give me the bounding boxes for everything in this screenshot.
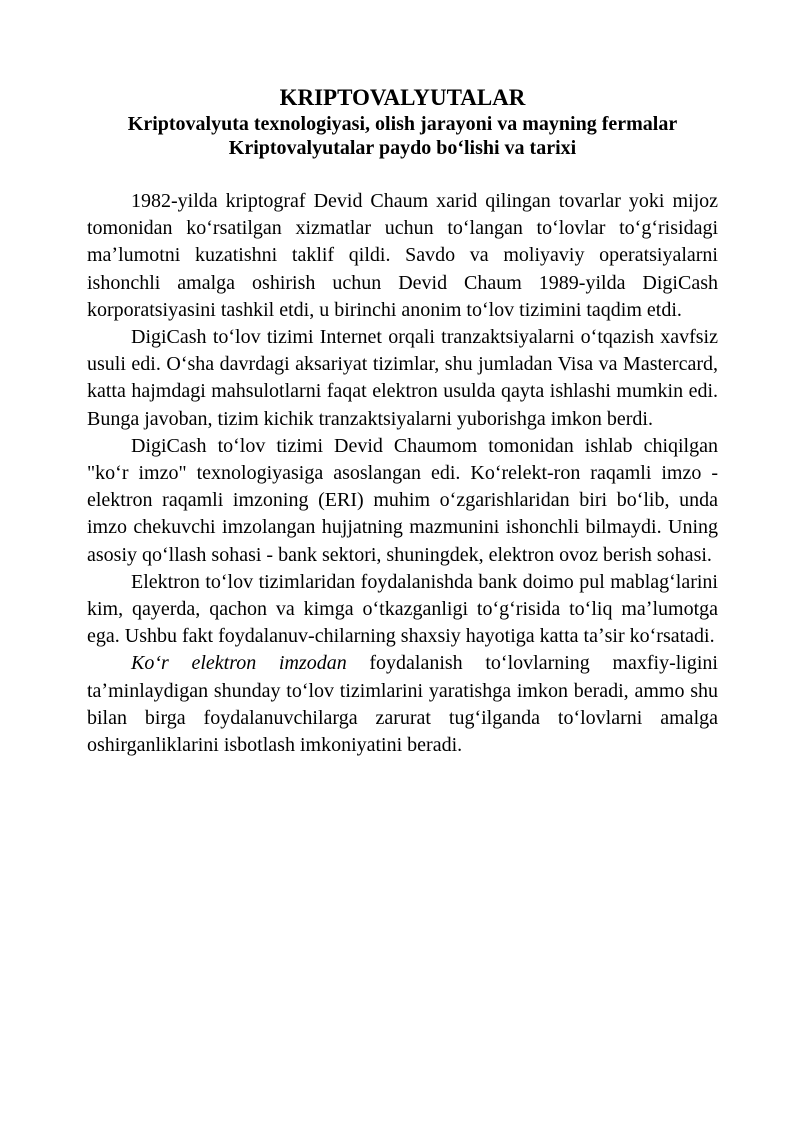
paragraph-5-italic-lead: Koʻr elektron imzodan bbox=[131, 652, 347, 675]
paragraph-4: Elektron toʻlov tizimlaridan foydalanishda bank doimo pul mablagʻlarini kim, qayerda, qachon va kimga oʻtkazganligi toʻgʻrisida toʻliq maʼlumotga ega. Ushbu fakt foydalanuv-chilarning shaxsiy hayotiga katta taʼsir koʻrsatadi. bbox=[87, 570, 718, 648]
paragraph-5-text: foydalanish toʻlovlarning maxfiy-ligini taʼminlaydigan shunday toʻlov tizimlarini yaratishga imkon beradi, ammo shu bilan birga foydalanuvchilarga zarurat tugʻilganda toʻlovlarni amalga oshirganliklarini isbotlash imkoniyatini beradi. bbox=[87, 652, 718, 757]
document-title: KRIPTOVALYUTALAR bbox=[279, 85, 526, 110]
paragraph-5 bbox=[87, 650, 718, 759]
document-subtitle: Kriptovalyuta texnologiyasi, olish jarayoni va mayning fermalar bbox=[127, 113, 678, 135]
paragraph-3: DigiCash toʻlov tizimi Devid Chaumom tomonidan ishlab chiqilgan "koʻr imzo" texnologiyasiga asoslangan edi. Koʻrelekt-ron raqamli imzo - elektron raqamli imzoning (ERI) muhim oʻzgarishlaridan biri boʻlib, unda imzo chekuvchi imzolangan hujjatning mazmunini ishonchli bilmaydi. Uning asosiy qoʻllash sohasi - bank sektori, shuningdek, elektron ovoz berish sohasi. bbox=[87, 434, 718, 566]
paragraph-2: DigiCash toʻlov tizimi Internet orqali tranzaktsiyalarni oʻtqazish xavfsiz usuli edi. Oʻsha davrdagi aksariyat tizimlar, shu jumladan Visa va Mastercard, katta hajmdagi mahsulotlarni faqat elektron usulda qayta ishlashi mumkin edi. Bunga javoban, tizim kichik tranzaktsiyalarni yuborishga imkon berdi. bbox=[87, 326, 718, 430]
paragraph-1: 1982-yilda kriptograf Devid Chaum xarid qilingan tovarlar yoki mijoz tomonidan koʻrsatilgan xizmatlar uchun toʻlangan toʻlovlar toʻgʻrisidagi maʼlumotni kuzatishni taklif qildi. Savdo va moliyaviy operatsiyalarni ishonchli amalga oshirish uchun Devid Chaum 1989-yilda DigiCash korporatsiyasini tashkil etdi, u birinchi anonim toʻlov tizimini taqdim etdi. bbox=[87, 190, 718, 321]
document-page bbox=[87, 84, 718, 759]
section-heading: Kriptovalyutalar paydo boʻlishi va tarixi bbox=[228, 137, 577, 159]
